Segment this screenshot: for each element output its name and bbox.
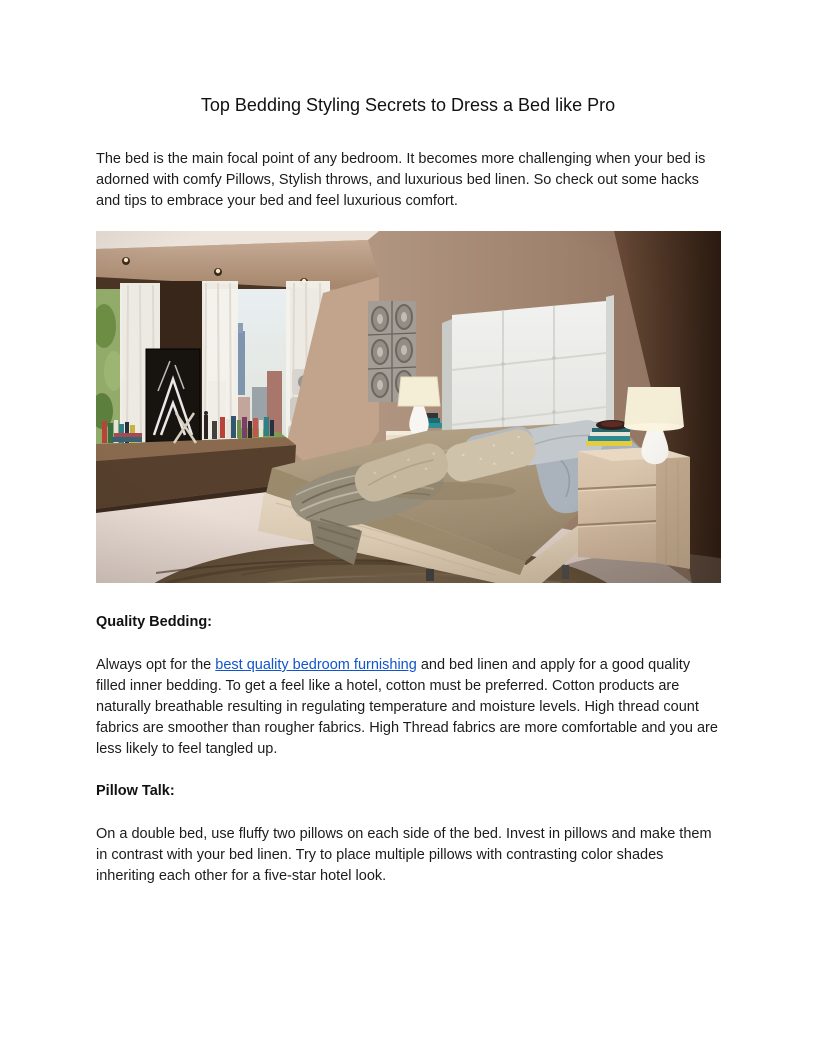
quality-text-after: and bed linen and apply for a good quality filled inner bedding. To get a feel like a hotel, cotton must be preferred. Cotton products are naturally breathable resulting in regulating temperature and moisture levels. High thread count fabrics are smoother than rougher fabrics. High Thread fabrics are more comfortable and you are less likely to feel tangled up.: [96, 657, 718, 757]
page-title: Top Bedding Styling Secrets to Dress a Bed like Pro: [200, 95, 616, 115]
pillow-paragraph: On a double bed, use fluffy two pillows on each side of the bed. Invest in pillows and make them in contrast with your bed linen. Try to place multiple pillows with contrasting color shades inheriting each other for a five-star hotel look.: [96, 826, 712, 884]
section-heading-quality-bedding: Quality Bedding:: [96, 614, 212, 630]
section-heading-pillow-talk: Pillow Talk:: [96, 783, 175, 799]
bedroom-photo: [96, 231, 721, 583]
quality-paragraph: [96, 655, 720, 760]
quality-text-before: Always opt for the: [96, 657, 216, 673]
bedroom-furnishing-link[interactable]: best quality bedroom furnishing: [215, 657, 417, 673]
intro-paragraph: The bed is the main focal point of any bedroom. It becomes more challenging when your bed is adorned with comfy Pillows, Stylish throws, and luxurious bed linen. So check out some hacks and tips to embrace your bed and feel luxurious comfort.: [96, 151, 706, 209]
photo-vignette: [96, 231, 721, 583]
